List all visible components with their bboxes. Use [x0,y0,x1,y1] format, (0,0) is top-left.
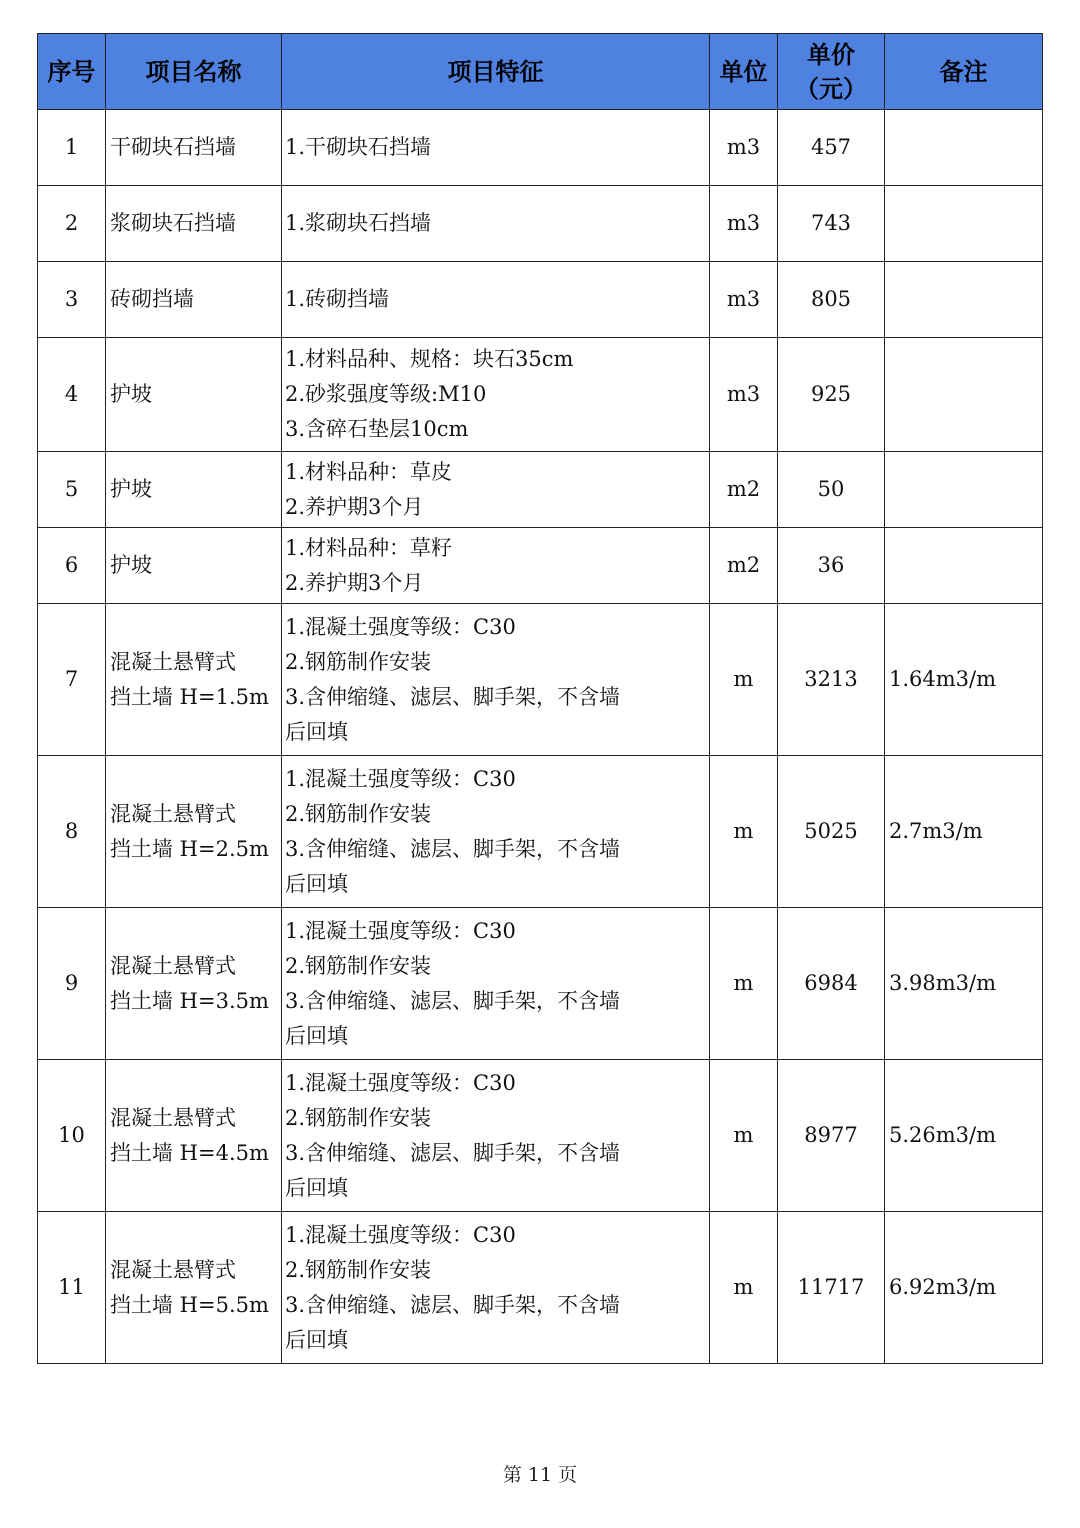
table-row [38,110,1043,186]
cell-unit: m2 [710,452,778,528]
cell-features [282,756,710,908]
cell-feature-line: 后回填 [285,1327,348,1352]
cell-price: 50 [778,452,885,528]
cell-feature-line: 2.养护期3个月 [285,494,424,519]
table-header [38,34,1043,110]
cell-unit: m [710,908,778,1060]
cell-feature-line: 2.钢筋制作安装 [285,953,432,978]
cell-name [106,338,282,452]
cell-feature-line: 后回填 [285,1023,348,1048]
cell-price: 36 [778,528,885,604]
cell-name-line: 挡土墙 H=3.5m [110,988,269,1013]
table-body [38,110,1043,1364]
cell-note [885,262,1043,338]
cell-name-line: 混凝土悬臂式 [110,1105,236,1130]
cell-feature-line: 3.含伸缩缝、滤层、脚手架，不含墙 [285,1292,621,1317]
cell-name [106,186,282,262]
cell-note [885,338,1043,452]
cell-note: 2.7m3/m [885,756,1043,908]
price-table [37,33,1043,1364]
cell-index: 3 [38,262,106,338]
cell-price: 8977 [778,1060,885,1212]
cell-feature-line: 2.钢筋制作安装 [285,1105,432,1130]
cell-unit: m [710,756,778,908]
cell-name [106,528,282,604]
cell-feature-line: 3.含伸缩缝、滤层、脚手架，不含墙 [285,988,621,1013]
cell-price: 6984 [778,908,885,1060]
cell-feature-line: 2.钢筋制作安装 [285,1257,432,1282]
cell-name-line: 挡土墙 H=1.5m [110,684,269,709]
cell-unit: m [710,1060,778,1212]
cell-features [282,262,710,338]
table-row [38,528,1043,604]
cell-feature-line: 3.含伸缩缝、滤层、脚手架，不含墙 [285,684,621,709]
cell-feature-line: 1.材料品种、规格：块石35cm [285,347,574,371]
cell-feature-line: 1.混凝土强度等级：C30 [285,918,516,943]
cell-features [282,338,710,452]
header-row [38,34,1043,110]
cell-name [106,452,282,528]
table-row [38,908,1043,1060]
cell-note: 1.64m3/m [885,604,1043,756]
table-row [38,1212,1043,1364]
cell-price: 925 [778,338,885,452]
cell-unit: m3 [710,110,778,186]
cell-name [106,1060,282,1212]
cell-name [106,908,282,1060]
cell-features [282,110,710,186]
cell-note [885,186,1043,262]
cell-index: 7 [38,604,106,756]
table-row [38,756,1043,908]
cell-feature-line: 后回填 [285,719,348,744]
table-row [38,604,1043,756]
cell-feature-line: 1.混凝土强度等级：C30 [285,1070,516,1095]
table-row [38,338,1043,452]
header-price-line2: （元） [795,73,867,103]
cell-index: 6 [38,528,106,604]
cell-feature-line: 1.材料品种：草皮 [285,459,453,484]
cell-feature-line: 1.砖砌挡墙 [285,287,390,311]
cell-features [282,528,710,604]
cell-price: 743 [778,186,885,262]
table-row [38,262,1043,338]
cell-feature-line: 后回填 [285,871,348,896]
cell-features [282,908,710,1060]
cell-name-line: 护坡 [110,553,152,577]
cell-name [106,604,282,756]
cell-feature-line: 1.混凝土强度等级：C30 [285,766,516,791]
cell-name-line: 护坡 [110,477,152,501]
cell-features [282,186,710,262]
cell-feature-line: 1.材料品种：草籽 [285,535,453,560]
cell-name-line: 干砌块石挡墙 [110,135,236,159]
cell-unit: m3 [710,338,778,452]
cell-name [106,110,282,186]
table-row [38,186,1043,262]
header-name: 项目名称 [106,34,282,110]
cell-index: 4 [38,338,106,452]
page-number: 第 11 页 [502,1464,578,1486]
cell-note [885,110,1043,186]
cell-feature-line: 2.养护期3个月 [285,570,424,595]
header-price-line1: 单价 [807,39,855,69]
cell-feature-line: 1.浆砌块石挡墙 [285,211,432,235]
header-unit: 单位 [710,34,778,110]
cell-index: 8 [38,756,106,908]
cell-features [282,452,710,528]
table-row [38,1060,1043,1212]
cell-index: 11 [38,1212,106,1364]
header-features: 项目特征 [282,34,710,110]
cell-note [885,452,1043,528]
cell-name [106,1212,282,1364]
cell-price: 457 [778,110,885,186]
cell-note: 3.98m3/m [885,908,1043,1060]
cell-name-line: 护坡 [110,382,152,406]
cell-feature-line: 1.干砌块石挡墙 [285,135,432,159]
cell-name-line: 砖砌挡墙 [110,287,194,311]
cell-index: 9 [38,908,106,1060]
header-note: 备注 [885,34,1043,110]
cell-features [282,604,710,756]
cell-features [282,1060,710,1212]
cell-unit: m3 [710,262,778,338]
cell-name-line: 混凝土悬臂式 [110,1257,236,1282]
cell-note: 5.26m3/m [885,1060,1043,1212]
cell-unit: m2 [710,528,778,604]
cell-price: 11717 [778,1212,885,1364]
cell-feature-line: 1.混凝土强度等级：C30 [285,1222,516,1247]
cell-note: 6.92m3/m [885,1212,1043,1364]
cell-feature-line: 1.混凝土强度等级：C30 [285,614,516,639]
cell-name-line: 挡土墙 H=5.5m [110,1292,269,1317]
cell-name-line: 混凝土悬臂式 [110,953,236,978]
cell-name-line: 挡土墙 H=4.5m [110,1140,269,1165]
cell-unit: m [710,1212,778,1364]
cell-price: 805 [778,262,885,338]
cell-index: 5 [38,452,106,528]
cell-index: 1 [38,110,106,186]
cell-unit: m [710,604,778,756]
cell-feature-line: 3.含碎石垫层10cm [285,417,469,441]
cell-feature-line: 3.含伸缩缝、滤层、脚手架，不含墙 [285,1140,621,1165]
cell-feature-line: 2.砂浆强度等级:M10 [285,382,487,406]
cell-features [282,1212,710,1364]
cell-unit: m3 [710,186,778,262]
cell-name [106,262,282,338]
cell-name-line: 混凝土悬臂式 [110,801,236,826]
cell-note [885,528,1043,604]
cell-feature-line: 2.钢筋制作安装 [285,649,432,674]
cell-name-line: 浆砌块石挡墙 [110,211,236,235]
table-row [38,452,1043,528]
header-index: 序号 [38,34,106,110]
cell-name-line: 挡土墙 H=2.5m [110,836,269,861]
cell-feature-line: 后回填 [285,1175,348,1200]
cell-name-line: 混凝土悬臂式 [110,649,236,674]
cell-price: 5025 [778,756,885,908]
cell-feature-line: 2.钢筋制作安装 [285,801,432,826]
cell-index: 2 [38,186,106,262]
cell-name [106,756,282,908]
header-price [778,34,885,110]
cell-price: 3213 [778,604,885,756]
cell-feature-line: 3.含伸缩缝、滤层、脚手架，不含墙 [285,836,621,861]
cell-index: 10 [38,1060,106,1212]
